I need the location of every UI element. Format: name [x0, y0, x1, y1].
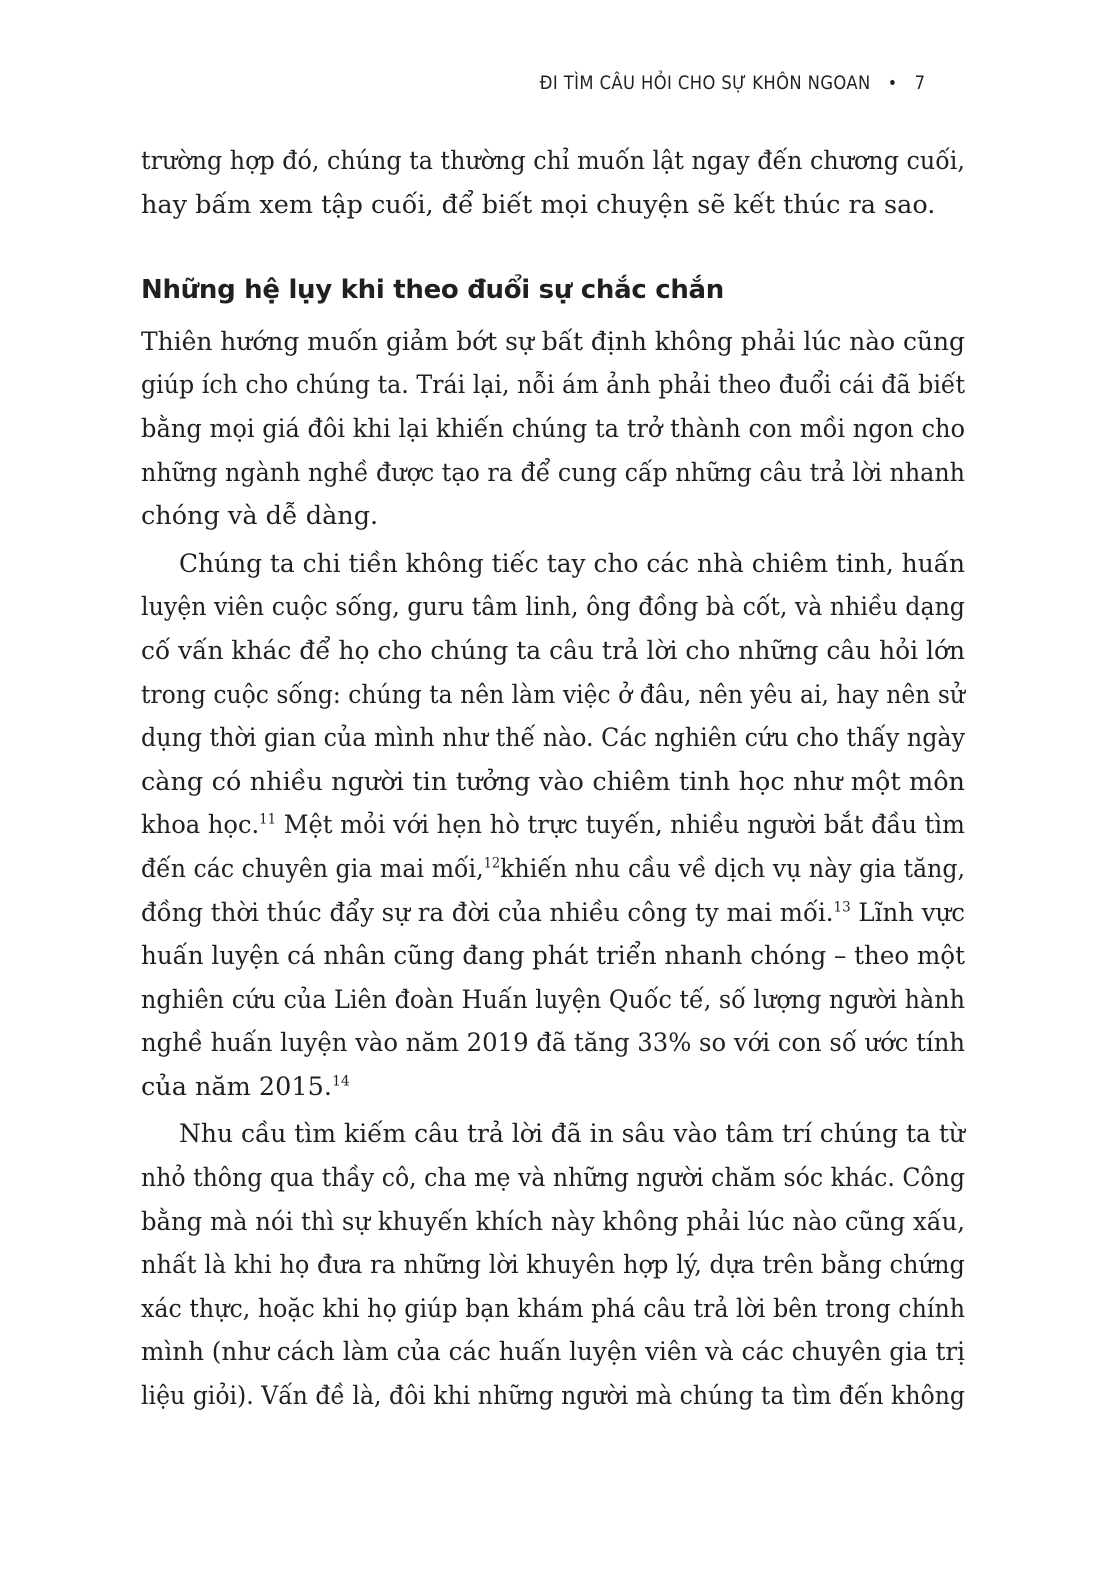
text-line: dụng thời gian của mình như thế nào. Các nghiên cứu cho thấy ngày — [141, 723, 965, 754]
text-fragment: đồng thời thúc đẩy sự ra đời của nhiều công ty mai mối. — [141, 897, 834, 928]
text-fragment: của năm 2015. — [141, 1071, 332, 1102]
text-line — [141, 848, 965, 892]
footnote-marker-11: 11 — [259, 811, 277, 828]
text-line: cố vấn khác để họ cho chúng ta câu trả lời cho những câu hỏi lớn — [141, 635, 966, 666]
text-line: liệu giỏi). Vấn đề là, đôi khi những người mà chúng ta tìm đến không — [141, 1381, 965, 1412]
text-line: càng có nhiều người tin tưởng vào chiêm tinh học như một môn — [141, 766, 965, 797]
text-fragment: khiến nhu cầu về dịch vụ này gia tăng, — [500, 853, 966, 884]
intro-paragraph — [141, 140, 965, 227]
text-line: bằng mọi giá đôi khi lại khiến chúng ta trở thành con mồi ngon cho — [141, 413, 966, 444]
footnote-marker-14: 14 — [331, 1073, 350, 1090]
text-fragment: Lĩnh vực — [850, 897, 965, 928]
text-line: trường hợp đó, chúng ta thường chỉ muốn lật ngay đến chương cuối, — [141, 146, 965, 176]
text-line: những ngành nghề được tạo ra để cung cấp những câu trả lời nhanh — [141, 457, 965, 488]
section-heading: Những hệ lụy khi theo đuổi sự chắc chắn — [141, 275, 725, 306]
paragraph-1 — [141, 321, 965, 539]
paragraph-2 — [141, 543, 965, 1110]
text-line: giúp ích cho chúng ta. Trái lại, nỗi ám ảnh phải theo đuổi cái đã biết — [141, 370, 966, 401]
text-line — [141, 892, 965, 936]
running-header — [539, 72, 925, 94]
text-line — [141, 804, 965, 848]
text-line: xác thực, hoặc khi họ giúp bạn khám phá câu trả lời bên trong chính — [141, 1293, 966, 1324]
text-line: nhất là khi họ đưa ra những lời khuyên hợp lý, dựa trên bằng chứng — [141, 1250, 965, 1281]
text-fragment: Mệt mỏi với hẹn hò trực tuyến, nhiều người bắt đầu tìm — [276, 810, 965, 841]
page-body — [141, 140, 965, 1419]
text-fragment: khoa học. — [141, 810, 260, 841]
footnote-marker-13: 13 — [833, 899, 851, 915]
text-line: Thiên hướng muốn giảm bớt sự bất định không phải lúc nào cũng — [141, 326, 965, 357]
running-title: ĐI TÌM CÂU HỎI CHO SỰ KHÔN NGOAN — [539, 72, 871, 94]
page-number: 7 — [914, 72, 925, 94]
text-line: huấn luyện cá nhân cũng đang phát triển nhanh chóng – theo một — [141, 941, 965, 972]
paragraph-3 — [141, 1113, 965, 1418]
text-line: hay bấm xem tập cuối, để biết mọi chuyện sẽ kết thúc ra sao. — [141, 189, 936, 220]
text-line — [141, 1066, 965, 1110]
footnote-marker-12: 12 — [483, 855, 501, 872]
text-fragment: đến các chuyên gia mai mối, — [141, 853, 484, 884]
text-line: mình (như cách làm của các huấn luyện viên và các chuyên gia trị — [141, 1337, 965, 1368]
header-bullet: • — [887, 73, 897, 94]
text-line: Chúng ta chi tiền không tiếc tay cho các nhà chiêm tinh, huấn — [179, 548, 965, 579]
text-line: nghiên cứu của Liên đoàn Huấn luyện Quốc tế, số lượng người hành — [141, 984, 965, 1015]
text-line: nghề huấn luyện vào năm 2019 đã tăng 33% so với con số ước tính — [141, 1028, 966, 1059]
text-line: trong cuộc sống: chúng ta nên làm việc ở đâu, nên yêu ai, hay nên sử — [141, 679, 965, 710]
text-line: nhỏ thông qua thầy cô, cha mẹ và những người chăm sóc khác. Công — [141, 1163, 965, 1194]
text-line: Nhu cầu tìm kiếm câu trả lời đã in sâu vào tâm trí chúng ta từ — [179, 1119, 965, 1150]
text-line: bằng mà nói thì sự khuyến khích này không phải lúc nào cũng xấu, — [141, 1206, 965, 1237]
text-line: luyện viên cuộc sống, guru tâm linh, ông đồng bà cốt, và nhiều dạng — [141, 592, 965, 623]
text-line: chóng và dễ dàng. — [141, 501, 379, 532]
